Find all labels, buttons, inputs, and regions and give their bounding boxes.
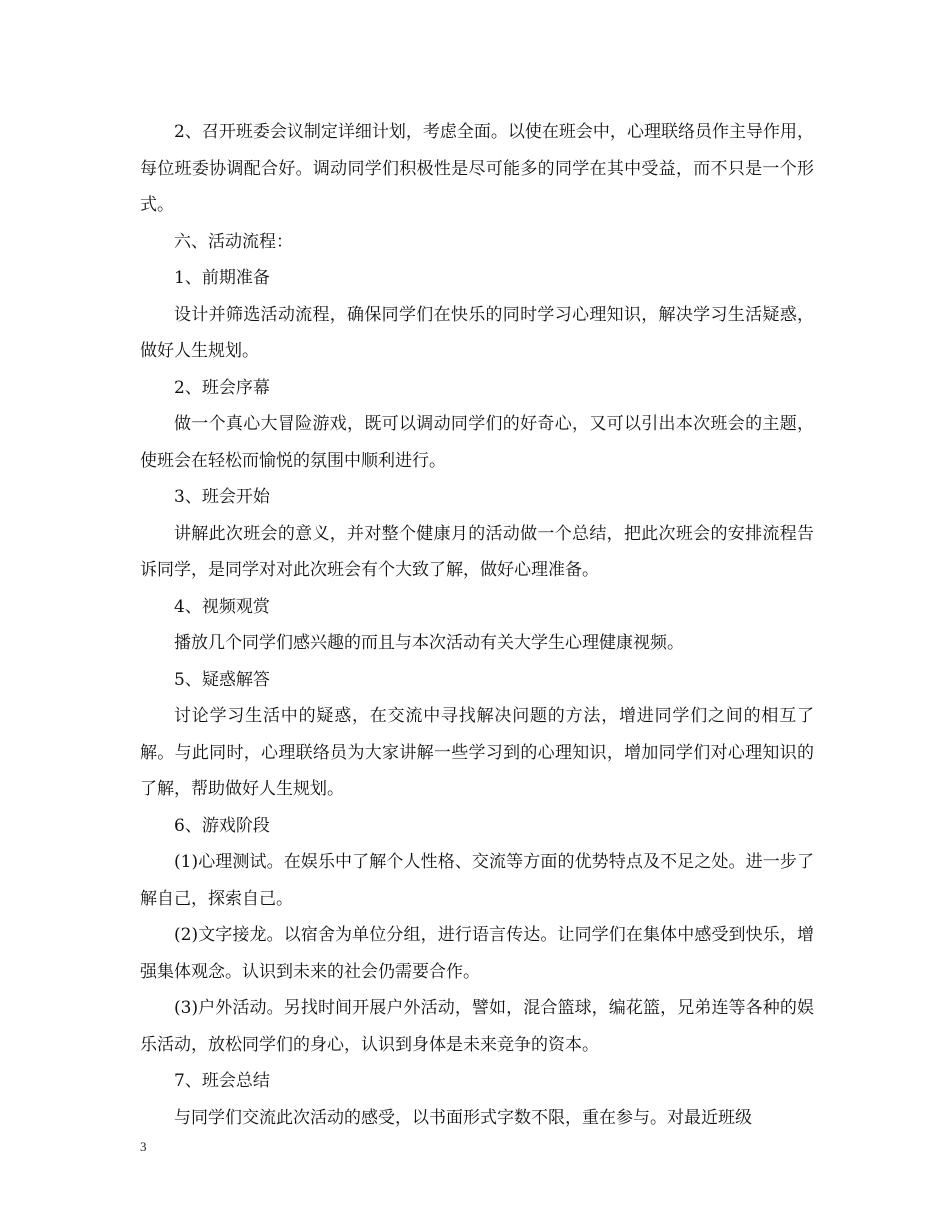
heading-questions: 5、疑惑解答 (174, 669, 270, 690)
paragraph-questions: 讨论学习生活中的疑惑，在交流中寻找解决问题的方法，增进同学们之间的相互了解。与此同时，心理联络员为大家讲解一些学习到的心理知识，增加同学们对心理知识的了解，帮助做好人生规划。 (140, 706, 814, 799)
heading-summary: 7、班会总结 (174, 1071, 270, 1091)
paragraph-game-outdoor: (3)户外活动。另找时间开展户外活动，譬如，混合篮球，编花篮，兄弟连等各种的娱乐活动，放松同学们的身心，认识到身体是未来竞争的资本。 (140, 998, 814, 1055)
page-number: 3 (140, 1139, 147, 1154)
paragraph-video: 播放几个同学们感兴趣的而且与本次活动有关大学生心理健康视频。 (174, 633, 684, 653)
heading-opening: 2、班会序幕 (174, 377, 270, 398)
heading-preparation: 1、前期准备 (174, 268, 270, 288)
heading-video: 4、视频观赏 (174, 596, 270, 617)
heading-activity-flow: 六、活动流程： (174, 231, 293, 252)
document-body (140, 114, 814, 1136)
paragraph-preparation: 设计并筛选活动流程，确保同学们在快乐的同时学习心理知识，解决学习生活疑惑，做好人生规划。 (140, 304, 814, 361)
heading-meeting-start: 3、班会开始 (174, 487, 270, 507)
paragraph-meeting-start: 讲解此次班会的意义，并对整个健康月的活动做一个总结，把此次班会的安排流程告诉同学，是同学对对此次班会有个大致了解，做好心理准备。 (140, 523, 814, 580)
paragraph-game-word-chain: (2)文字接龙。以宿舍为单位分组，进行语言传达。让同学们在集体中感受到快乐，增强集体观念。认识到未来的社会仍需要合作。 (140, 925, 814, 982)
paragraph-opening: 做一个真心大冒险游戏，既可以调动同学们的好奇心，又可以引出本次班会的主题，使班会在轻松而愉悦的氛围中顺利进行。 (140, 414, 814, 471)
heading-games: 6、游戏阶段 (174, 815, 270, 836)
paragraph-game-psych-test: (1)心理测试。在娱乐中了解个人性格、交流等方面的优势特点及不足之处。进一步了解自己，探索自己。 (140, 852, 814, 909)
paragraph-summary: 与同学们交流此次活动的感受，以书面形式字数不限，重在参与。对最近班级 (174, 1107, 752, 1128)
paragraph-plan-meeting: 2、召开班委会议制定详细计划，考虑全面。以使在班会中，心理联络员作主导作用，每位班委协调配合好。调动同学们积极性是尽可能多的同学在其中受益，而不只是一个形式。 (140, 122, 814, 215)
